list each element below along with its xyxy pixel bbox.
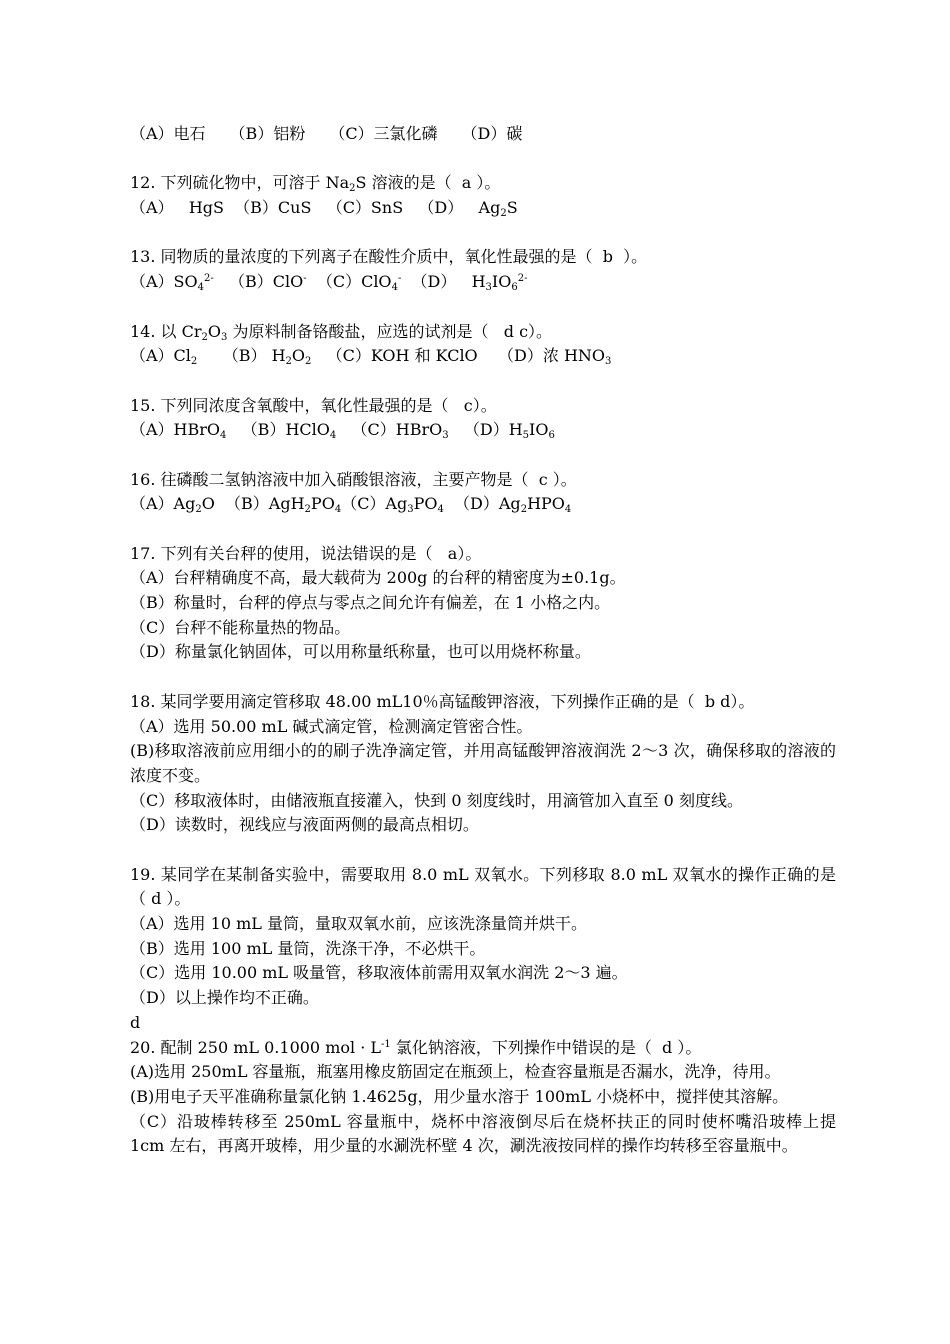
q20-option-a: (A)选用 250mL 容量瓶，瓶塞用橡皮筋固定在瓶颈上，检查容量瓶是否漏水，洗净，待用。 xyxy=(130,1062,781,1082)
q18-option-a: （A）选用 50.00 mL 碱式滴定管，检测滴定管密合性。 xyxy=(130,716,533,736)
q18-option-b: (B)移取溶液前应用细小的的刷子洗净滴定管，并用高锰酸钾溶液润洗 2～3 次，确保移取的溶液的浓度不变。 xyxy=(130,741,836,785)
q18-option-d: （D）读数时，视线应与液面两侧的最高点相切。 xyxy=(130,815,479,835)
q14-stem: 14. 以 $Cr_2O_3$ 为原料制备铬酸盐，应选的试剂是（ d c）。 xyxy=(130,321,553,343)
q17-option-a: （A）台秤精确度不高，最大载荷为 200g 的台秤的精密度为±0.1g。 xyxy=(130,568,626,588)
q13-options: $(A)SO_4^{2-}$ （B）ClO- （C）ClO$_4$- （D） $H_3IO_6^{2-}$ xyxy=(130,272,528,294)
q15-options: （A）HBrO$_4$ （B）HClO$_4$ （C）HBrO$_3$ $(D)H_5IO_6$ xyxy=(130,420,555,442)
q16-options: $(A)Ag_2O$ $(B)AgH_2PO_4(C)Ag_3PO_4$ $(D)Ag_2HPO_4$ xyxy=(130,494,572,516)
q16-stem: 16. 往磷酸二氢钠溶液中加入硝酸银溶液，主要产物是（ c ）。 xyxy=(130,469,577,489)
q20-option-c: （C）沿玻棒转移至 250mL 容量瓶中，烧杯中溶液倒尽后在烧杯扶正的同时使杯嘴沿玻棒上提 1cm 左右，再离开玻棒，用少量的水涮洗杯壁 4 次，涮洗液按同样的操作均转移至容量瓶中。 xyxy=(130,1111,836,1156)
q19-option-b: （B）选用 100 mL 量筒，洗涤干净，不必烘干。 xyxy=(130,938,486,958)
q17-option-d: （D）称量氯化钠固体，可以用称量纸称量，也可以用烧杯称量。 xyxy=(130,642,591,662)
q17-stem: 17. 下列有关台秤的使用，说法错误的是（ a）。 xyxy=(130,543,482,563)
q19-option-a: （A）选用 10 mL 量筒，量取双氧水前，应该洗涤量筒并烘干。 xyxy=(130,914,587,934)
q17-option-c: （C）台秤不能称量热的物品。 xyxy=(130,617,351,637)
q20-stem: 20. 配制 250 mL 0.1000 mol · $L^{-1}$ 氯化钠溶液，下列操作中错误的是（ d ）。 xyxy=(130,1037,702,1057)
document-page xyxy=(130,122,836,1159)
q19-stem: 19. 某同学在某制备实验中，需要取用 8.0 mL 双氧水。下列移取 8.0 mL 双氧水的操作正确的是（ d ）。 xyxy=(130,864,836,909)
q11-options: （A）电石 （B）铝粉 （C）三氯化磷 （D）碳 xyxy=(130,124,523,143)
q17-option-b: （B）称量时，台秤的停点与零点之间允许有偏差，在 1 小格之内。 xyxy=(130,593,611,613)
q12-options: （A） HgS （B）CuS （C）SnS （D） $Ag_2S$ xyxy=(130,198,518,220)
q12-stem: 12. 下列硫化物中，可溶于 $Na_2S$ 溶液的是（ a ）。 xyxy=(130,173,501,195)
q13-stem: 13. 同物质的量浓度的下列离子在酸性介质中，氧化性最强的是（ b ）。 xyxy=(130,247,648,267)
q14-options: $(A)Cl_2$ （B） $H_2O_2$ （C）KOH 和 KClO （D）浓 $HNO_3$ xyxy=(130,346,612,368)
q19-option-d: （D）以上操作均不正确。 xyxy=(130,988,319,1008)
q18-option-c: （C）移取液体时，由储液瓶直接灌入，快到 0 刻度线时，用滴管加入直至 0 刻度线。 xyxy=(130,790,743,810)
q19-answer: d xyxy=(130,1012,141,1032)
q18-stem: 18. 某同学要用滴定管移取 48.00 mL10％高锰酸钾溶液，下列操作正确的是（ b d）。 xyxy=(130,691,755,711)
q20-option-b: (B)用电子天平准确称量氯化钠 1.4625g，用少量水溶于 100mL 小烧杯中，搅拌使其溶解。 xyxy=(130,1086,789,1106)
q15-stem: 15. 下列同浓度含氧酸中，氧化性最强的是（ c）。 xyxy=(130,395,497,415)
q19-option-c: （C）选用 10.00 mL 吸量管，移取液体前需用双氧水润洗 2～3 遍。 xyxy=(130,963,628,983)
